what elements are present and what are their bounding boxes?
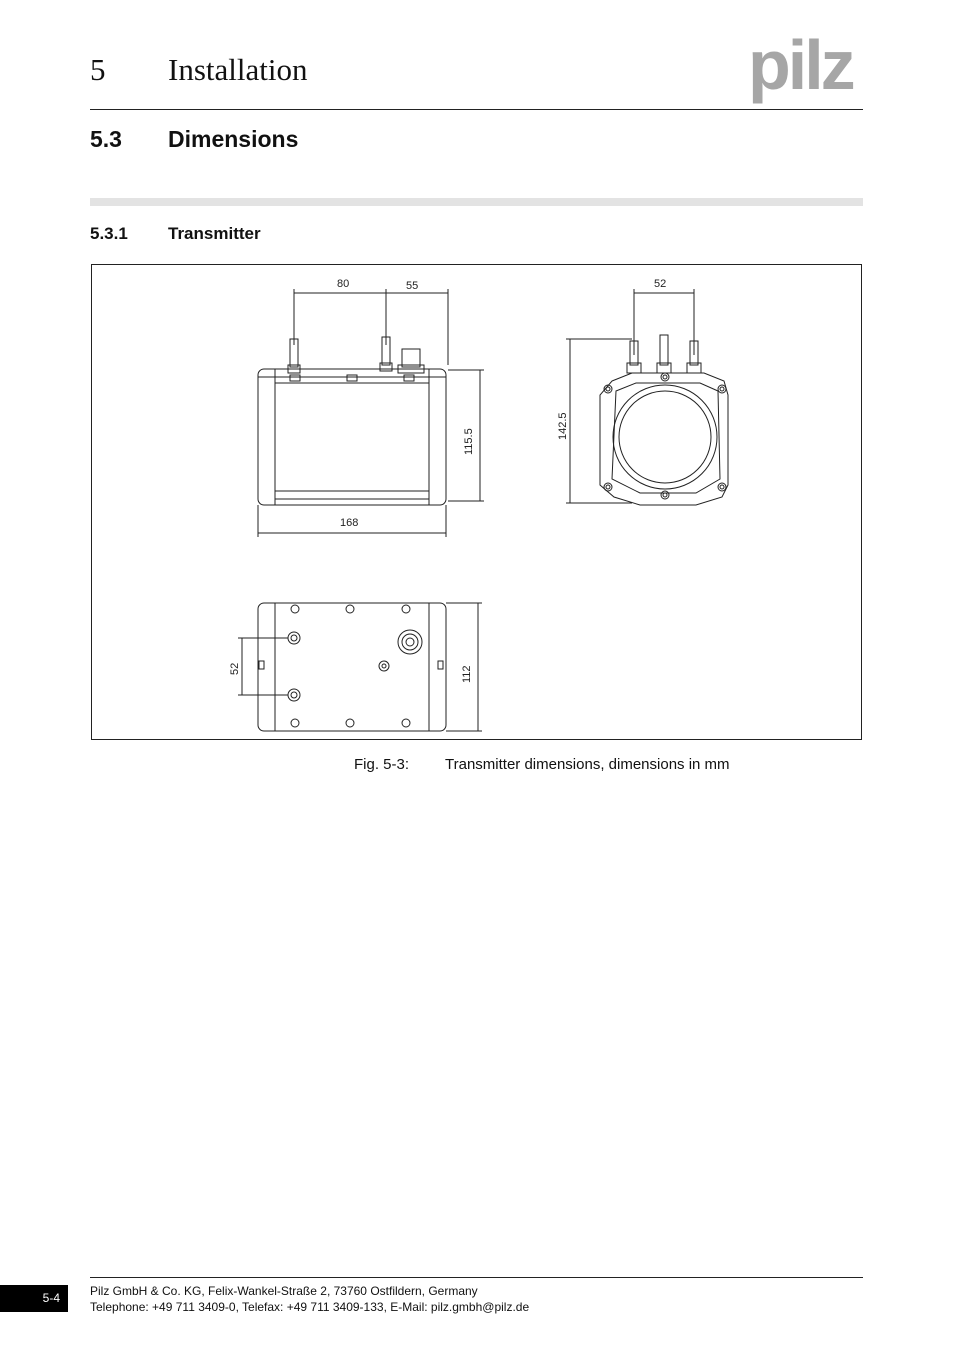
front-view bbox=[258, 278, 484, 537]
dim-168: 168 bbox=[340, 517, 359, 529]
subsection-number: 5.3.1 bbox=[90, 224, 128, 243]
figure-caption-label: Fig. 5-3: bbox=[354, 756, 410, 773]
section-divider-bar bbox=[90, 198, 863, 206]
subsection-title: Transmitter bbox=[168, 224, 261, 243]
section-title: Dimensions bbox=[168, 126, 299, 152]
page-number: 5-4 bbox=[0, 1285, 68, 1312]
dim-52-top: 52 bbox=[654, 278, 667, 290]
dim-115-5: 115.5 bbox=[463, 428, 475, 455]
pilz-logo: pilz bbox=[748, 26, 853, 104]
dim-80: 80 bbox=[337, 278, 350, 290]
header-rule bbox=[90, 109, 863, 110]
dim-55: 55 bbox=[406, 280, 419, 292]
figure-caption-text: Transmitter dimensions, dimensions in mm bbox=[445, 756, 730, 773]
section-number: 5.3 bbox=[90, 126, 122, 152]
footer-rule bbox=[90, 1277, 863, 1278]
transmitter-dimension-figure bbox=[91, 264, 862, 740]
dim-142-5: 142.5 bbox=[557, 412, 569, 440]
dim-112: 112 bbox=[461, 665, 473, 683]
footer-contact: Telephone: +49 711 3409-0, Telefax: +49 711 3409-133, E-Mail: pilz.gmbh@pilz.de bbox=[90, 1300, 530, 1314]
dimension-drawing bbox=[92, 265, 863, 741]
footer-address: Pilz GmbH & Co. KG, Felix-Wankel-Straße 2, 73760 Ostfildern, Germany bbox=[90, 1284, 478, 1298]
chapter-title: Installation bbox=[168, 52, 308, 87]
dim-52-bottom: 52 bbox=[229, 662, 241, 675]
chapter-number: 5 bbox=[90, 52, 106, 87]
side-view bbox=[557, 278, 728, 505]
bottom-view bbox=[229, 603, 482, 731]
